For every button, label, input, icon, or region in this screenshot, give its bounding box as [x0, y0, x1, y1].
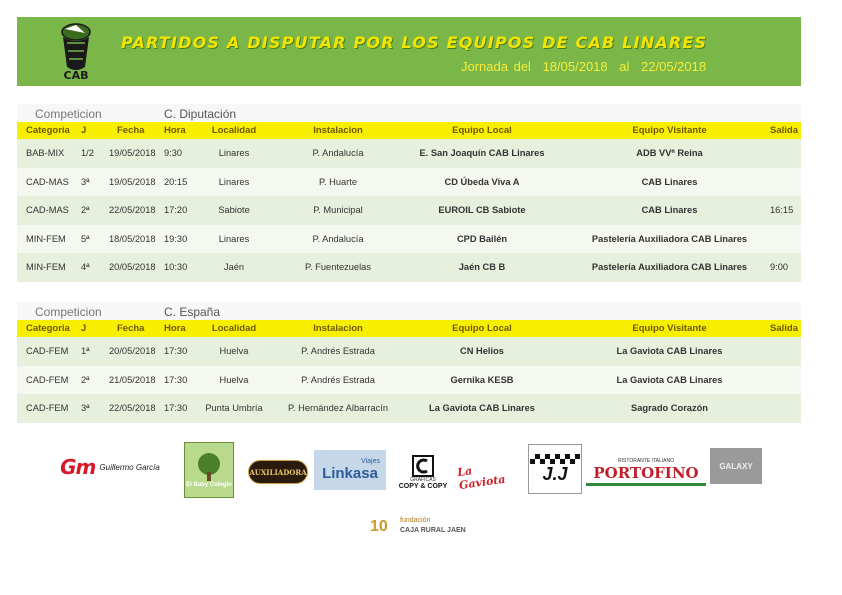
cell-fecha: 19/05/2018: [109, 148, 156, 159]
club-logo: [55, 23, 97, 81]
sponsors-strip: [50, 442, 770, 502]
cell-equipo-visitante: La Gaviota CAB Linares: [616, 346, 723, 357]
gm-logo: Gm: [60, 455, 96, 479]
copy-icon: [412, 455, 434, 477]
cell-equipo-local: E. San Joaquín CAB Linares: [419, 148, 545, 159]
portofino-sub: RISTORANTE ITALIANO: [618, 457, 674, 464]
table-row: [17, 168, 801, 197]
cell-localidad: Jaén: [223, 262, 245, 273]
competicion-name: C. España: [164, 305, 221, 319]
cell-categoria: MIN-FEM: [26, 233, 66, 244]
cell-equipo-visitante: Pastelería Auxiliadora CAB Linares: [591, 262, 748, 273]
cell-salida: 16:15: [770, 205, 794, 216]
checker-flag-icon: [530, 454, 580, 464]
cell-salida: 9:00: [770, 262, 789, 273]
cell-j: 5ª: [81, 233, 90, 244]
date-al: al: [619, 59, 630, 74]
cell-j: 2ª: [81, 205, 90, 216]
sponsor-copy: [396, 448, 450, 496]
date-to: 22/05/2018: [641, 59, 707, 74]
cell-equipo-local: Gernika KESB: [450, 374, 514, 385]
table-row: [17, 394, 801, 423]
section-header: [17, 104, 801, 122]
col-categoria: Categoria: [26, 125, 70, 136]
table-row: [17, 225, 801, 254]
cell-equipo-visitante: Pastelería Auxiliadora CAB Linares: [591, 233, 748, 244]
cell-equipo-local: La Gaviota CAB Linares: [429, 403, 535, 414]
col-equipo-local: Equipo Local: [452, 323, 512, 334]
auxiliadora-text: AUXILIADORA: [249, 467, 307, 477]
cell-equipo-visitante: CAB Linares: [641, 205, 698, 216]
cell-hora: 17:30: [164, 346, 188, 357]
linkasa-sub: Viajes: [361, 458, 380, 465]
cell-fecha: 22/05/2018: [109, 403, 156, 414]
cell-hora: 19:30: [164, 233, 188, 244]
table-row: [17, 253, 801, 282]
cell-categoria: CAD-FEM: [26, 346, 69, 357]
cell-j: 3ª: [81, 176, 90, 187]
sponsor-galaxy: [710, 448, 762, 484]
cell-equipo-local: Jaén CB B: [458, 262, 506, 273]
cell-fecha: 18/05/2018: [109, 233, 156, 244]
competicion-name: C. Diputación: [164, 107, 237, 121]
fundacion-number: 10: [370, 518, 388, 535]
column-header-row: [17, 122, 801, 139]
gaviota-text: La Gaviota: [456, 464, 507, 493]
fundacion-line1: fundación: [400, 517, 431, 524]
jornada-label: Jornada del: [461, 59, 531, 74]
cell-fecha: 21/05/2018: [109, 374, 156, 385]
tree-icon: [192, 452, 226, 482]
page-title: PARTIDOS A DISPUTAR POR LOS EQUIPOS DE CAB LINARES: [121, 33, 708, 52]
portofino-text: PORTOFINO: [593, 463, 699, 482]
cell-fecha: 22/05/2018: [109, 205, 156, 216]
sponsor-colegio: [184, 442, 234, 498]
cell-instalacion: P. Hernández Albarracín: [287, 403, 389, 414]
cell-equipo-local: CD Úbeda Viva A: [444, 176, 520, 187]
cell-j: 4ª: [81, 262, 90, 273]
cell-equipo-visitante: Sagrado Corazón: [631, 403, 708, 414]
cell-j: 1/2: [81, 148, 94, 159]
cell-j: 1ª: [81, 346, 90, 357]
col-equipo-visitante: Equipo Visitante: [632, 323, 707, 334]
col-hora: Hora: [164, 323, 186, 334]
cell-instalacion: P. Huarte: [318, 176, 358, 187]
cell-localidad: Linares: [218, 176, 250, 187]
cell-hora: 17:30: [164, 403, 188, 414]
col-categoria: Categoria: [26, 323, 70, 334]
competicion-label: Competicion: [35, 107, 102, 121]
cell-categoria: CAD-MAS: [26, 205, 69, 216]
cell-categoria: MIN-FEM: [26, 262, 66, 273]
col-equipo-visitante: Equipo Visitante: [632, 125, 707, 136]
cell-hora: 10:30: [164, 262, 188, 273]
cell-j: 3ª: [81, 403, 90, 414]
col-localidad: Localidad: [211, 323, 257, 334]
cell-categoria: CAD-FEM: [26, 403, 69, 414]
galaxy-text: GALAXY: [719, 461, 753, 471]
cell-categoria: CAD-FEM: [26, 374, 69, 385]
header-banner: [17, 17, 801, 86]
col-fecha: Fecha: [117, 125, 145, 136]
sponsor-portofino: [586, 456, 706, 486]
cell-equipo-local: EUROIL CB Sabiote: [438, 205, 526, 216]
table-row: [17, 366, 801, 395]
cell-localidad: Sabiote: [218, 205, 250, 216]
cell-j: 2ª: [81, 374, 90, 385]
section-header: [17, 302, 801, 320]
cell-instalacion: P. Municipal: [313, 205, 363, 216]
competicion-label: Competicion: [35, 305, 102, 319]
cell-hora: 9:30: [164, 148, 183, 159]
cell-hora: 20:15: [164, 176, 188, 187]
copy-text: COPY & COPY: [398, 482, 448, 490]
cell-localidad: Punta Umbría: [205, 403, 263, 414]
col-fecha: Fecha: [117, 323, 145, 334]
cell-categoria: BAB-MIX: [26, 148, 65, 159]
col-hora: Hora: [164, 125, 186, 136]
table-row: [17, 196, 801, 225]
sponsor-gaviota: [456, 460, 518, 493]
cell-equipo-visitante: ADB VVª Reina: [636, 148, 703, 159]
svg-text:CAB: CAB: [63, 69, 89, 81]
cell-equipo-local: CN Helios: [460, 346, 504, 357]
col-instalacion: Instalacion: [313, 125, 363, 136]
date-from: 18/05/2018: [542, 59, 608, 74]
jornada-range: [461, 59, 712, 74]
cell-hora: 17:30: [164, 374, 188, 385]
cell-instalacion: P. Fuentezuelas: [305, 262, 371, 273]
cell-equipo-visitante: CAB Linares: [641, 176, 698, 187]
cell-equipo-visitante: La Gaviota CAB Linares: [616, 374, 723, 385]
cell-instalacion: P. Andalucía: [312, 233, 364, 244]
sponsor-jj: [528, 444, 582, 494]
linkasa-text: Linkasa: [322, 465, 378, 482]
cell-localidad: Huelva: [219, 346, 249, 357]
cell-localidad: Linares: [218, 233, 250, 244]
col-salida: Salida: [770, 323, 798, 334]
table-row: [17, 139, 801, 168]
cell-hora: 17:20: [164, 205, 188, 216]
cell-categoria: CAD-MAS: [26, 176, 69, 187]
cell-fecha: 20/05/2018: [109, 346, 156, 357]
col-salida: Salida: [770, 125, 798, 136]
cell-fecha: 19/05/2018: [109, 176, 156, 187]
sponsor-linkasa: [314, 450, 386, 490]
cell-equipo-local: CPD Bailén: [456, 233, 508, 244]
col-localidad: Localidad: [211, 125, 257, 136]
section-espana: [17, 302, 801, 423]
sponsor-auxiliadora: [248, 460, 308, 484]
column-header-row: [17, 320, 801, 337]
gm-name: Guillermo García: [99, 462, 160, 472]
section-diputacion: [17, 104, 801, 282]
fundacion-line2: CAJA RURAL JAEN: [400, 527, 466, 534]
cell-localidad: Linares: [218, 148, 250, 159]
cell-instalacion: P. Andalucía: [312, 148, 364, 159]
jj-text: J.J: [542, 463, 568, 484]
fundacion-logo: [368, 515, 468, 541]
cell-instalacion: P. Andrés Estrada: [301, 374, 375, 385]
table-row: [17, 337, 801, 366]
col-equipo-local: Equipo Local: [452, 125, 512, 136]
cell-localidad: Huelva: [219, 374, 249, 385]
col-j: J: [81, 323, 87, 334]
copy-sub: GRÁFICAS: [410, 476, 436, 483]
col-instalacion: Instalacion: [313, 323, 363, 334]
cell-fecha: 20/05/2018: [109, 262, 156, 273]
cell-instalacion: P. Andrés Estrada: [301, 346, 375, 357]
colegio-text: El Baby Colegio: [186, 482, 232, 488]
col-j: J: [81, 125, 87, 136]
sponsor-gm: [50, 452, 170, 482]
